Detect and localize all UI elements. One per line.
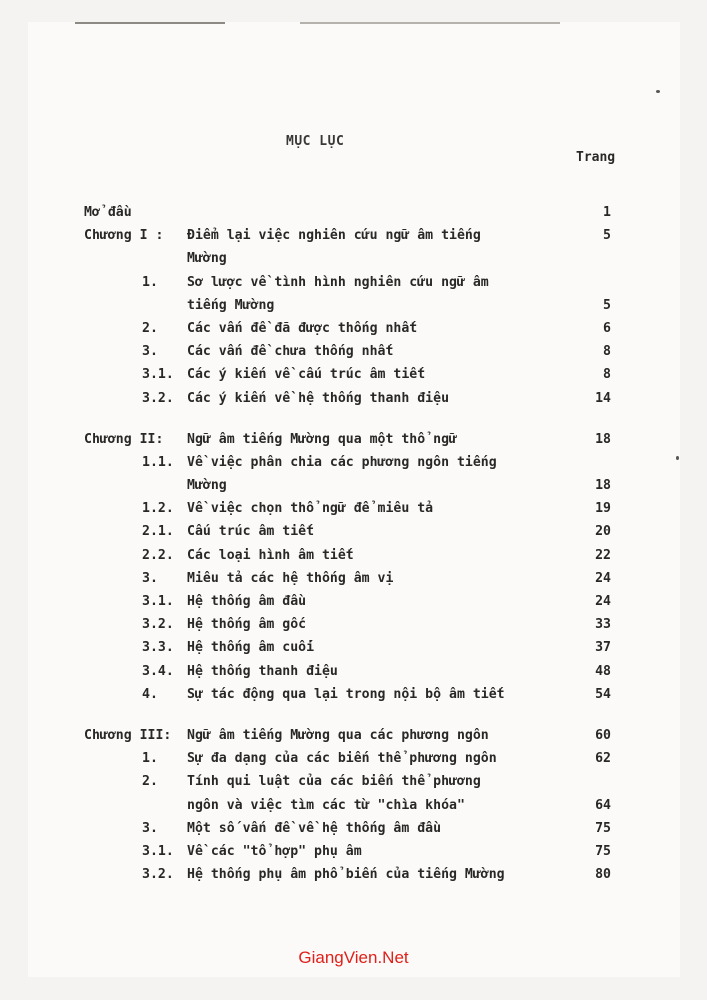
page-number: 6 xyxy=(603,320,611,336)
toc-line xyxy=(84,724,611,747)
entry-title: Sự tác động qua lại trong nội bộ âm tiết xyxy=(187,686,505,702)
toc-section xyxy=(84,567,611,590)
toc-section xyxy=(84,636,611,659)
toc-line xyxy=(84,590,611,613)
toc-section xyxy=(84,840,611,863)
page-number: 5 xyxy=(603,297,611,313)
toc-line xyxy=(84,794,611,817)
toc-line xyxy=(84,201,611,224)
page-number: 24 xyxy=(595,594,611,609)
entry-title: Hệ thống âm gốc xyxy=(187,617,307,633)
section-number: 3. xyxy=(142,820,158,836)
entry-title: Mường xyxy=(187,478,227,494)
section-number: 3.2. xyxy=(142,390,174,406)
toc-section xyxy=(84,660,611,683)
entry-title: Điểm lại việc nghiên cứu ngữ âm tiếng xyxy=(187,228,481,244)
toc-section xyxy=(84,340,611,363)
entry-title: Các ý kiến về cấu trúc âm tiết xyxy=(187,367,426,383)
entry-title: Tính qui luật của các biến thể phương xyxy=(187,774,481,790)
section-number: 3.1. xyxy=(142,843,174,859)
entry-label: Chương I : xyxy=(84,228,164,244)
entry-title: Hệ thống âm đầu xyxy=(187,594,307,609)
entry-title: Các vấn đề đã được thống nhất xyxy=(187,320,418,336)
entry-title xyxy=(187,201,571,224)
page-number: 60 xyxy=(595,727,611,743)
chapter-spacer xyxy=(84,410,611,428)
toc-line xyxy=(84,567,611,590)
page-number: 22 xyxy=(595,547,611,563)
toc-section xyxy=(84,317,611,340)
section-number: 1. xyxy=(142,274,158,290)
page-number: 18 xyxy=(595,431,611,447)
toc-line xyxy=(84,747,611,770)
section-number: 2.2. xyxy=(142,547,174,563)
page-column-header: Trang xyxy=(576,150,616,165)
toc-section xyxy=(84,544,611,567)
page-number-blank xyxy=(571,770,611,793)
indent xyxy=(142,474,187,497)
entry-title: Miêu tả các hệ thống âm vị xyxy=(187,570,394,586)
section-number: 3.1. xyxy=(142,594,174,609)
toc-line xyxy=(84,428,611,451)
toc-section xyxy=(84,590,611,613)
ink-speck xyxy=(656,90,660,93)
chapter-spacer xyxy=(84,706,611,724)
entry-title: Về các "tổ hợp" phụ âm xyxy=(187,843,362,859)
section-number: 3. xyxy=(142,344,158,360)
toc-line xyxy=(84,497,611,520)
entry-title: Về việc chọn thổ ngữ để miêu tả xyxy=(187,501,434,517)
scan-edge xyxy=(300,22,560,24)
toc-section xyxy=(84,497,611,520)
page-number: 20 xyxy=(595,524,611,540)
page-number: 75 xyxy=(595,843,611,859)
toc-line xyxy=(84,363,611,386)
section-number: 3.4. xyxy=(142,663,174,679)
toc-line xyxy=(84,387,611,410)
toc-section xyxy=(84,520,611,543)
page-number-blank xyxy=(571,247,611,270)
page-number: 5 xyxy=(603,228,611,244)
page-number: 33 xyxy=(595,617,611,633)
page-number: 19 xyxy=(595,501,611,517)
section-number: 3.2. xyxy=(142,867,174,883)
page-number: 62 xyxy=(595,751,611,767)
section-number: 3.1. xyxy=(142,367,174,383)
entry-title: Hệ thống thanh điệu xyxy=(187,663,338,679)
entry-title: tiếng Mường xyxy=(187,297,275,313)
toc-line xyxy=(84,840,611,863)
entry-title: Sự đa dạng của các biến thể phương ngôn xyxy=(187,751,497,767)
page-number: 48 xyxy=(595,663,611,679)
section-number: 3. xyxy=(142,570,158,586)
section-number: 1.1. xyxy=(142,454,174,470)
page-number: 75 xyxy=(595,820,611,836)
page-title: MỤC LỤC xyxy=(286,134,345,149)
entry-title: ngôn và việc tìm các từ "chìa khóa" xyxy=(187,797,465,813)
toc-chapter xyxy=(84,224,611,270)
entry-title: Về việc phân chia các phương ngôn tiếng xyxy=(187,454,497,470)
toc-line xyxy=(84,613,611,636)
page-number: 80 xyxy=(595,867,611,883)
page-number-blank xyxy=(571,271,611,294)
toc-line xyxy=(84,817,611,840)
entry-label: Mở đầu xyxy=(84,205,132,220)
page-number: 8 xyxy=(603,344,611,360)
toc-line xyxy=(84,660,611,683)
entry-title: Ngữ âm tiếng Mường qua một thổ ngữ xyxy=(187,431,457,447)
ink-speck xyxy=(676,456,679,460)
section-number: 3.2. xyxy=(142,617,174,633)
toc-chapter xyxy=(84,724,611,747)
page-number: 54 xyxy=(595,686,611,702)
indent xyxy=(142,294,187,317)
entry-title: Ngữ âm tiếng Mường qua các phương ngôn xyxy=(187,727,489,743)
toc-line xyxy=(84,683,611,706)
section-number: 1. xyxy=(142,751,158,767)
toc-line xyxy=(84,294,611,317)
toc-section xyxy=(84,387,611,410)
entry-label: Chương II: xyxy=(84,431,164,447)
entry-title: Hệ thống âm cuối xyxy=(187,640,315,656)
toc-section xyxy=(84,817,611,840)
toc-section xyxy=(84,613,611,636)
toc-section xyxy=(84,451,611,497)
toc-line xyxy=(84,340,611,363)
toc-line xyxy=(84,636,611,659)
toc-section xyxy=(84,863,611,886)
toc-section xyxy=(84,271,611,317)
entry-title: Các loại hình âm tiết xyxy=(187,547,354,563)
toc-section xyxy=(84,770,611,816)
section-number: 2. xyxy=(142,774,158,790)
page-number: 1 xyxy=(603,205,611,220)
page-number: 14 xyxy=(595,390,611,406)
entry-title: Các vấn đề chưa thống nhất xyxy=(187,344,394,360)
page-number: 64 xyxy=(595,797,611,813)
indent xyxy=(84,247,187,270)
table-of-contents xyxy=(84,201,611,886)
indent xyxy=(142,794,187,817)
page-number: 37 xyxy=(595,640,611,656)
section-number: 3.3. xyxy=(142,640,174,656)
page-number-blank xyxy=(571,451,611,474)
toc-section xyxy=(84,747,611,770)
watermark: GiangVien.Net xyxy=(298,948,409,967)
toc-line xyxy=(84,224,611,247)
entry-label: Chương III: xyxy=(84,727,172,743)
entry-title: Cấu trúc âm tiết xyxy=(187,524,315,540)
entry-title: Các ý kiến về hệ thống thanh điệu xyxy=(187,390,450,406)
toc-line xyxy=(84,544,611,567)
toc-line xyxy=(84,520,611,543)
entry-title: Một số vấn đề về hệ thống âm đầu xyxy=(187,820,442,836)
toc-line xyxy=(84,247,611,270)
toc-chapter xyxy=(84,428,611,451)
toc-line xyxy=(84,317,611,340)
scan-edge xyxy=(75,22,225,24)
entry-title: Sơ lược về tình hình nghiên cứu ngữ âm xyxy=(187,274,489,290)
entry-title: Mường xyxy=(187,251,227,267)
entry-title: Hệ thống phụ âm phổ biến của tiếng Mường xyxy=(187,867,505,883)
section-number: 4. xyxy=(142,686,158,702)
section-number: 1.2. xyxy=(142,501,174,517)
page-number: 18 xyxy=(595,478,611,494)
page-number: 24 xyxy=(595,570,611,586)
toc-line xyxy=(84,451,611,474)
toc-intro xyxy=(84,201,611,224)
toc-line xyxy=(84,474,611,497)
toc-line xyxy=(84,863,611,886)
toc-section xyxy=(84,683,611,706)
section-number: 2. xyxy=(142,320,158,336)
section-number: 2.1. xyxy=(142,524,174,540)
toc-section xyxy=(84,363,611,386)
page-number: 8 xyxy=(603,367,611,383)
toc-line xyxy=(84,770,611,793)
toc-line xyxy=(84,271,611,294)
